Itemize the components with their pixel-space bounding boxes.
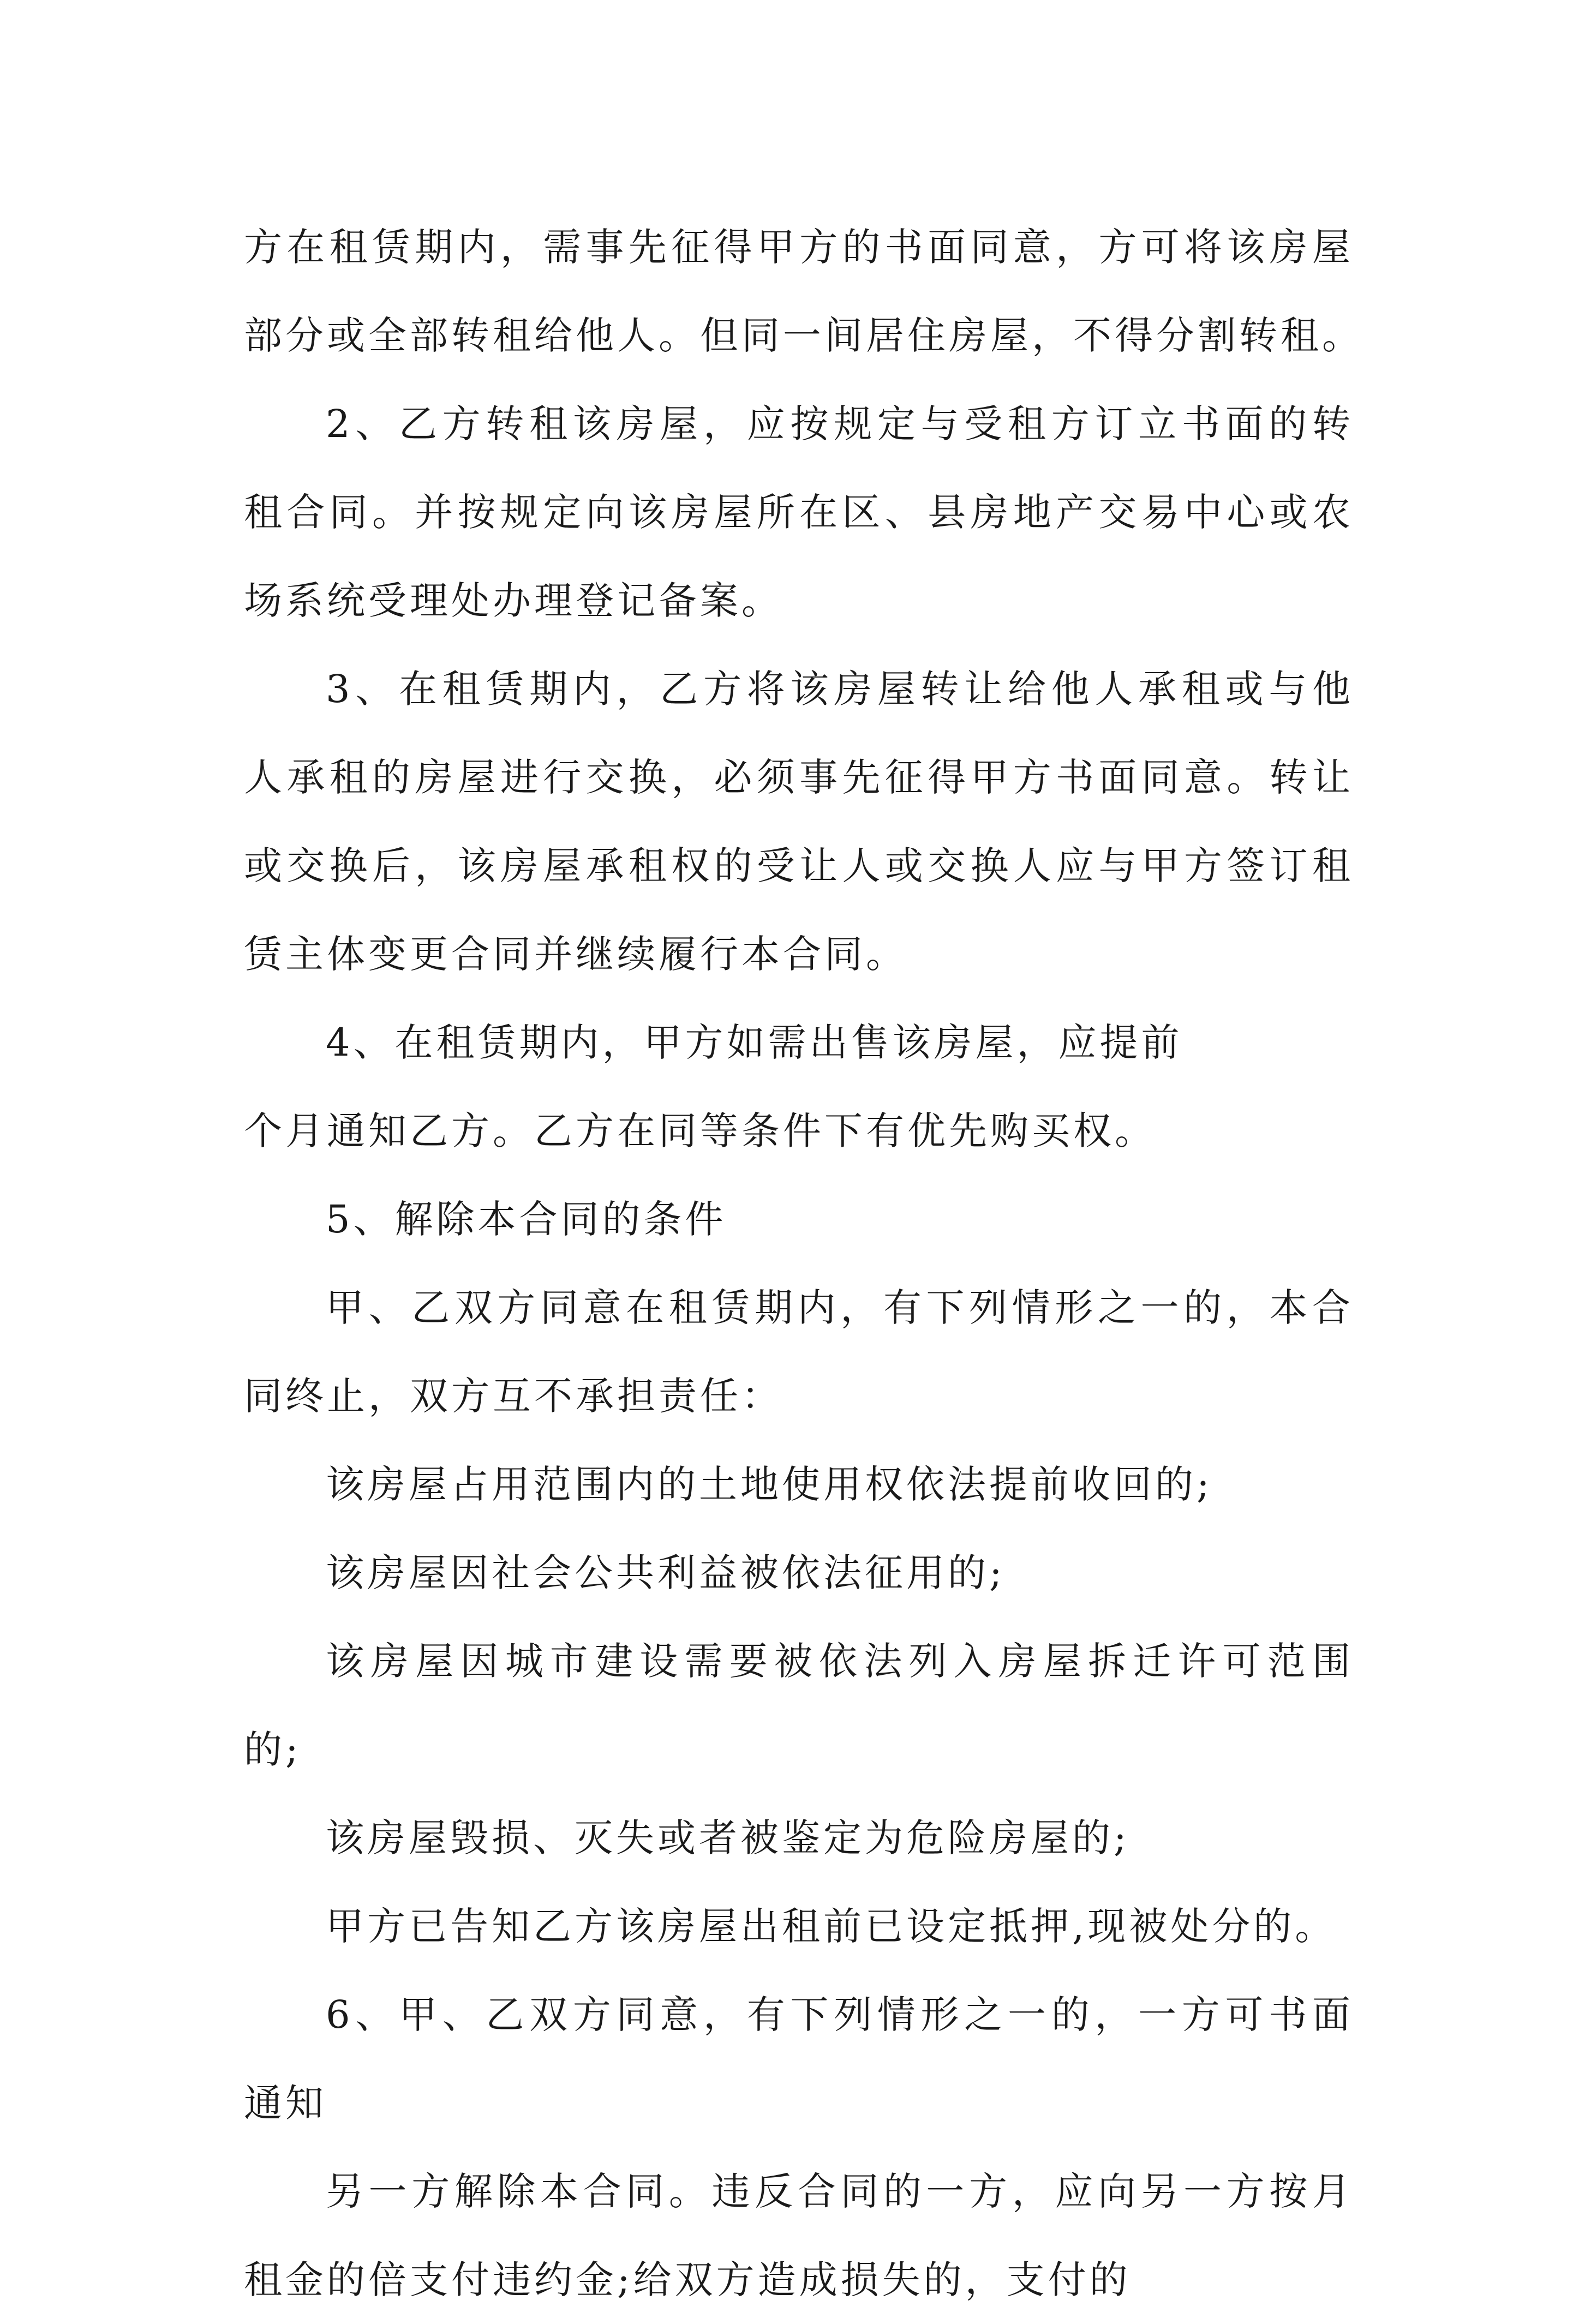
text-line: 租金的倍支付违约金;给双方造成损失的，支付的 <box>244 2257 1131 2302</box>
text-line: 的; <box>244 1727 302 1772</box>
text-line: 赁主体变更合同并继续履行本合同。 <box>244 932 907 977</box>
clause-3-line: 3、在租赁期内，乙方将该房屋转让给他人承租或与他 <box>326 667 1354 711</box>
clause-5-heading: 5、解除本合同的条件 <box>326 1197 727 1242</box>
text-line: 租合同。并按规定向该房屋所在区、县房地产交易中心或农 <box>244 490 1354 535</box>
condition-item: 该房屋毁损、灭失或者被鉴定为危险房屋的; <box>326 1816 1130 1860</box>
clause-4-line: 4、在租赁期内，甲方如需出售该房屋，应提前 <box>326 1020 1183 1065</box>
text-line: 另一方解除本合同。违反合同的一方，应向另一方按月 <box>326 2169 1354 2214</box>
condition-item: 甲方已告知乙方该房屋出租前已设定抵押,现被处分的。 <box>326 1904 1337 1949</box>
text-line: 方在租赁期内，需事先征得甲方的书面同意，方可将该房屋 <box>244 225 1354 269</box>
text-line: 场系统受理处办理登记备案。 <box>244 578 783 623</box>
text-line: 或交换后，该房屋承租权的受让人或交换人应与甲方签订租 <box>244 843 1354 888</box>
text-line: 个月通知乙方。乙方在同等条件下有优先购买权。 <box>244 1109 1156 1153</box>
text-line: 通知 <box>244 2081 327 2125</box>
contract-text-body <box>244 203 1363 2324</box>
condition-item: 该房屋占用范围内的土地使用权依法提前收回的; <box>326 1462 1213 1507</box>
text-line: 甲、乙双方同意在租赁期内，有下列情形之一的，本合 <box>326 1285 1354 1330</box>
text-line: 同终止，双方互不承担责任： <box>244 1374 783 1418</box>
clause-6-line: 6、甲、乙双方同意，有下列情形之一的，一方可书面 <box>326 1992 1354 2037</box>
text-line: 人承租的房屋进行交换，必须事先征得甲方书面同意。转让 <box>244 755 1354 800</box>
condition-item: 该房屋因社会公共利益被依法征用的; <box>326 1550 1006 1595</box>
text-line: 部分或全部转租给他人。但同一间居住房屋，不得分割转租。 <box>244 313 1363 358</box>
clause-2-line: 2、乙方转租该房屋，应按规定与受租方订立书面的转 <box>326 402 1354 446</box>
condition-item: 该房屋因城市建设需要被依法列入房屋拆迁许可范围 <box>326 1639 1354 1684</box>
